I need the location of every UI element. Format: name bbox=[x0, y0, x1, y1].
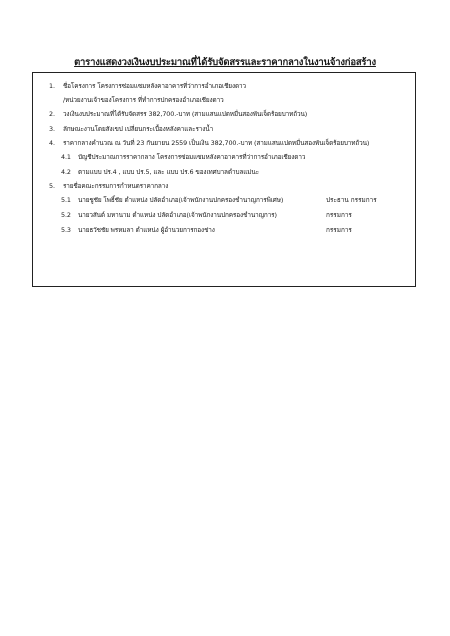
item-number: 5.3 bbox=[61, 226, 71, 234]
item-text: รายชื่อคณะกรรมการกำหนดราคากลาง bbox=[62, 182, 169, 190]
item-text: /หน่วยงานเจ้าของโครงการ ที่ทำการปกครองอำเภอเชียงดาว bbox=[62, 96, 224, 104]
item-number: 5.2 bbox=[61, 211, 71, 219]
details-box bbox=[32, 72, 416, 287]
document-title: ตารางแสดงวงเงินงบประมาณที่ได้รับจัดสรรและราคากลางในงานจ้างก่อสร้าง bbox=[74, 57, 376, 68]
item-text: นายธวัชชัย พรหมลา ตำแหน่ง ผู้อำนวยการกองช่าง bbox=[77, 226, 215, 234]
item-5 bbox=[49, 182, 168, 191]
item-text: วงเงินงบประมาณที่ได้รับจัดสรร 382,700.-บาท (สามแสนแปดหมื่นสองพันเจ็ดร้อยบาทถ้วน) bbox=[62, 110, 308, 118]
item-number: 2. bbox=[49, 110, 55, 118]
item-number: 3. bbox=[49, 125, 55, 133]
item-text: บัญชีประมาณการราคากลาง โครงการซ่อมแซมหลังคาอาคารที่ว่าการอำเภอเชียงดาว bbox=[77, 153, 306, 161]
item-text: นายชูชัย โพธิ์ชัย ตำแหน่ง ปลัดอำเภอ(เจ้าพนักงานปกครองชำนาญการพิเศษ) bbox=[77, 196, 284, 204]
item-4 bbox=[49, 139, 369, 148]
item-number: 5. bbox=[49, 182, 55, 190]
item-3 bbox=[49, 125, 213, 134]
committee-role: กรรมการ bbox=[326, 211, 352, 219]
item-1-agency bbox=[49, 96, 224, 105]
item-1 bbox=[49, 82, 246, 91]
item-number: 4. bbox=[49, 139, 55, 147]
item-text: ลักษณะงานโดยสังเขป เปลี่ยนกระเบื้องหลังคาและรางน้ำ bbox=[62, 125, 214, 133]
item-number: 4.2 bbox=[61, 168, 71, 176]
item-text: นายวสันต์ มหานาม ตำแหน่ง ปลัดอำเภอ(เจ้าพนักงานปกครองชำนาญการ) bbox=[77, 211, 277, 219]
item-number: 4.1 bbox=[61, 153, 71, 161]
item-number: 1. bbox=[49, 82, 55, 90]
item-4-2 bbox=[61, 168, 259, 177]
committee-role: ประธาน กรรมการ bbox=[326, 196, 377, 204]
item-2 bbox=[49, 110, 307, 119]
committee-member-1 bbox=[61, 196, 283, 205]
item-text: ราคากลางคำนวณ ณ วันที่ 23 กันยายน 2559 เป็นเงิน 382,700.-บาท (สามแสนแปดหมื่นสองพันเจ็ดร้อยบาทถ้วน) bbox=[62, 139, 370, 147]
committee-role: กรรมการ bbox=[326, 226, 352, 234]
committee-member-3 bbox=[61, 226, 215, 235]
item-text: ตามแบบ ปร.4 , แบบ ปร.5, และ แบบ ปร.6 ของเทศบาลตำบลแม่นะ bbox=[77, 168, 260, 176]
item-4-1 bbox=[61, 153, 305, 162]
item-number: 5.1 bbox=[61, 196, 71, 204]
committee-member-2 bbox=[61, 211, 277, 220]
item-text: ชื่อโครงการ โครงการซ่อมแซมหลังคาอาคารที่ว่าการอำเภอเชียงดาว bbox=[62, 82, 246, 90]
